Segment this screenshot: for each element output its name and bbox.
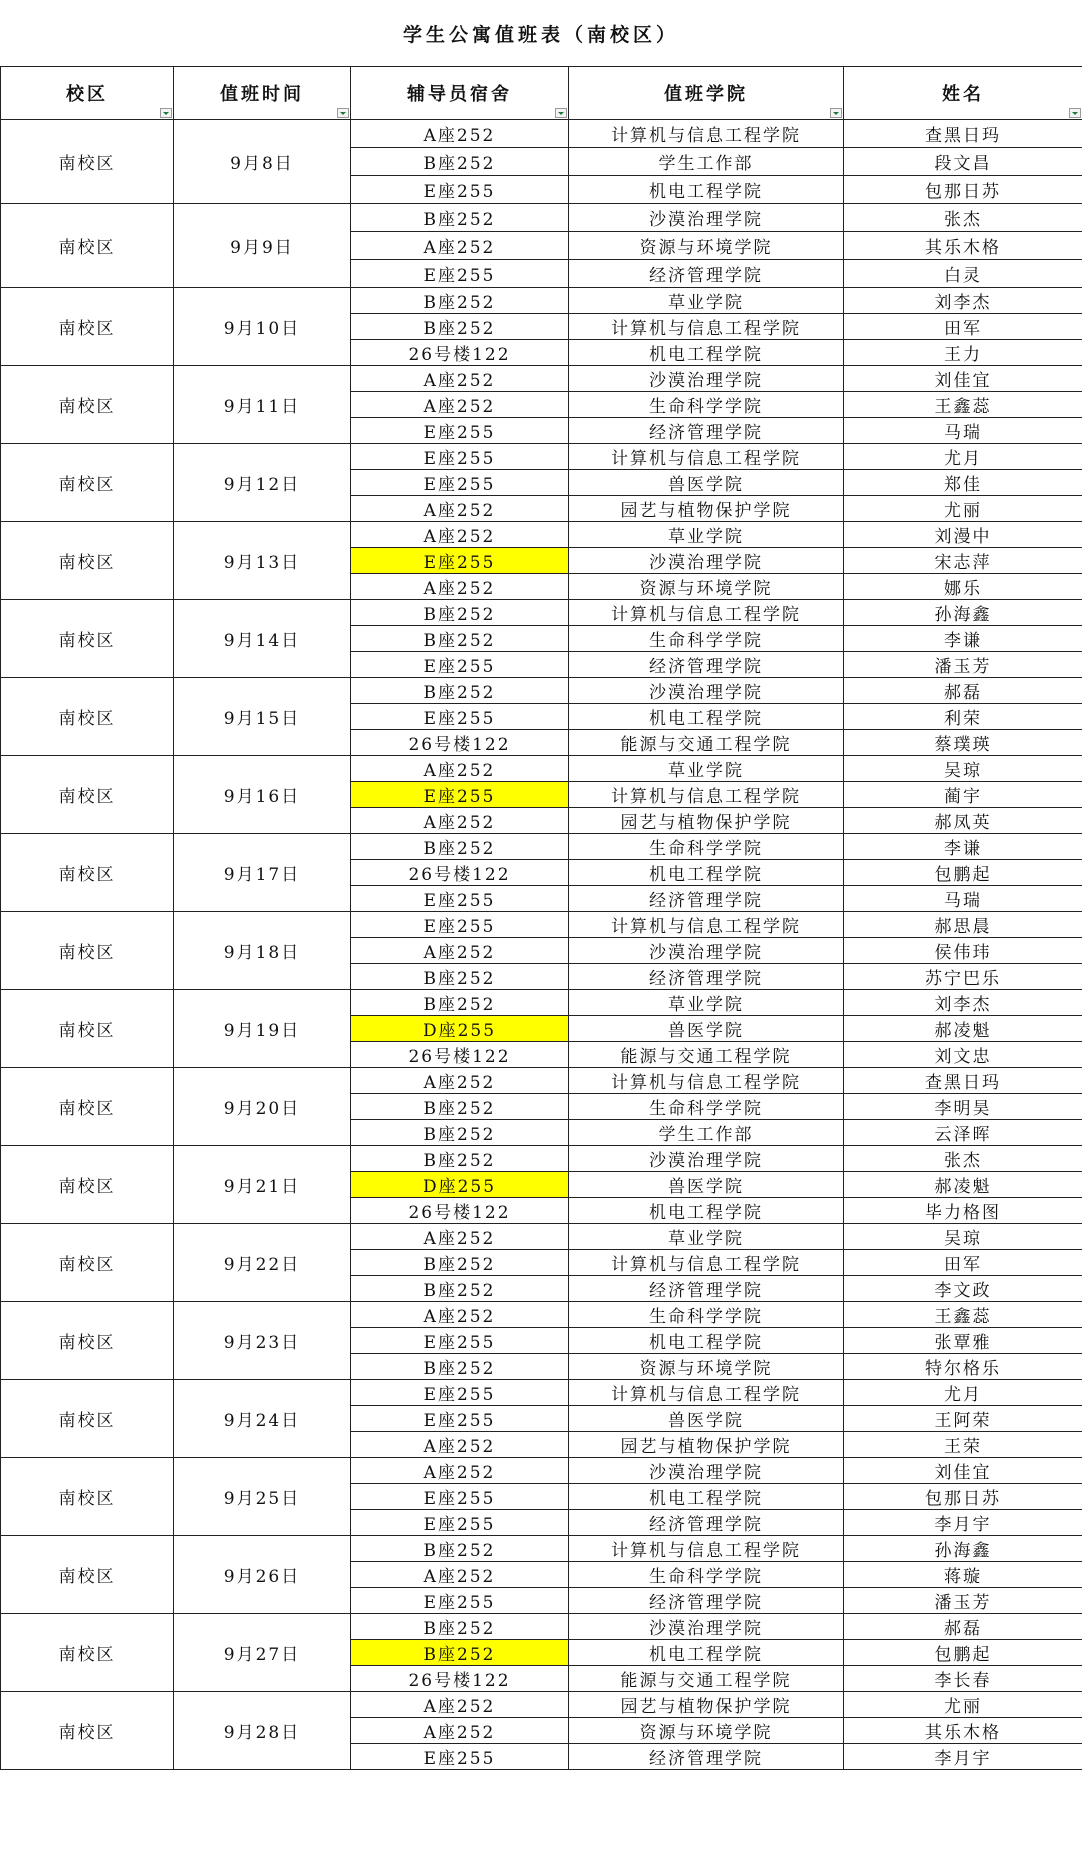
date-cell[interactable]: 9月22日 — [174, 1224, 351, 1302]
date-cell[interactable]: 9月23日 — [174, 1302, 351, 1380]
dorm-cell[interactable]: E座255 — [351, 912, 569, 938]
name-cell[interactable]: 蔺宇 — [844, 782, 1082, 808]
dorm-cell[interactable]: B座252 — [351, 1640, 569, 1666]
date-cell[interactable]: 9月9日 — [174, 204, 351, 288]
name-cell[interactable]: 李月宇 — [844, 1744, 1082, 1770]
name-cell[interactable]: 孙海鑫 — [844, 1536, 1082, 1562]
page-title: 学生公寓值班表（南校区） — [402, 23, 679, 46]
college-cell[interactable]: 计算机与信息工程学院 — [569, 782, 844, 808]
campus-cell[interactable]: 南校区 — [1, 600, 174, 678]
name-cell[interactable]: 毕力格图 — [844, 1198, 1082, 1224]
table-row — [1, 1380, 1082, 1406]
name-cell[interactable]: 李明昊 — [844, 1094, 1082, 1120]
dorm-cell[interactable]: A座252 — [351, 1692, 569, 1718]
college-cell[interactable]: 园艺与植物保护学院 — [569, 1432, 844, 1458]
name-cell[interactable]: 包那日苏 — [844, 1484, 1082, 1510]
college-cell[interactable]: 草业学院 — [569, 756, 844, 782]
college-cell[interactable]: 兽医学院 — [569, 1406, 844, 1432]
name-cell[interactable]: 宋志萍 — [844, 548, 1082, 574]
college-cell[interactable]: 草业学院 — [569, 288, 844, 314]
dorm-cell[interactable]: E座255 — [351, 1588, 569, 1614]
college-cell[interactable]: 生命科学学院 — [569, 1562, 844, 1588]
dorm-cell[interactable]: B座252 — [351, 1354, 569, 1380]
college-cell[interactable]: 园艺与植物保护学院 — [569, 1692, 844, 1718]
name-cell[interactable]: 刘佳宜 — [844, 1458, 1082, 1484]
name-cell[interactable]: 张杰 — [844, 204, 1082, 232]
dorm-cell[interactable]: A座252 — [351, 1718, 569, 1744]
dorm-cell[interactable]: A座252 — [351, 1432, 569, 1458]
name-cell[interactable]: 王荣 — [844, 1432, 1082, 1458]
name-cell[interactable]: 查黑日玛 — [844, 120, 1082, 148]
dorm-cell[interactable]: E座255 — [351, 1406, 569, 1432]
college-cell[interactable]: 生命科学学院 — [569, 1302, 844, 1328]
dorm-cell[interactable]: A座252 — [351, 366, 569, 392]
dorm-cell[interactable]: A座252 — [351, 496, 569, 522]
name-cell[interactable]: 蔡璞瑛 — [844, 730, 1082, 756]
college-cell[interactable]: 园艺与植物保护学院 — [569, 808, 844, 834]
name-cell[interactable]: 刘漫中 — [844, 522, 1082, 548]
college-cell[interactable]: 沙漠治理学院 — [569, 204, 844, 232]
college-cell[interactable]: 机电工程学院 — [569, 704, 844, 730]
dorm-cell[interactable]: A座252 — [351, 1302, 569, 1328]
name-cell[interactable]: 利荣 — [844, 704, 1082, 730]
college-cell[interactable]: 草业学院 — [569, 1224, 844, 1250]
dorm-cell[interactable]: B座252 — [351, 1094, 569, 1120]
college-cell[interactable]: 沙漠治理学院 — [569, 548, 844, 574]
dorm-cell[interactable]: A座252 — [351, 120, 569, 148]
campus-cell[interactable]: 南校区 — [1, 288, 174, 366]
dorm-cell[interactable]: A座252 — [351, 756, 569, 782]
name-cell[interactable]: 李长春 — [844, 1666, 1082, 1692]
dorm-cell[interactable]: E座255 — [351, 260, 569, 288]
college-cell[interactable]: 机电工程学院 — [569, 860, 844, 886]
dorm-cell[interactable]: A座252 — [351, 808, 569, 834]
campus-cell[interactable]: 南校区 — [1, 756, 174, 834]
date-cell[interactable]: 9月28日 — [174, 1692, 351, 1770]
name-cell[interactable]: 白灵 — [844, 260, 1082, 288]
name-cell[interactable]: 郝凌魁 — [844, 1172, 1082, 1198]
name-cell[interactable]: 侯伟玮 — [844, 938, 1082, 964]
name-cell[interactable]: 王力 — [844, 340, 1082, 366]
college-cell[interactable]: 沙漠治理学院 — [569, 1458, 844, 1484]
date-cell[interactable]: 9月13日 — [174, 522, 351, 600]
campus-cell[interactable]: 南校区 — [1, 120, 174, 204]
name-cell[interactable]: 李文政 — [844, 1276, 1082, 1302]
date-cell[interactable]: 9月12日 — [174, 444, 351, 522]
table-row — [1, 600, 1082, 626]
college-cell[interactable]: 沙漠治理学院 — [569, 678, 844, 704]
dorm-cell[interactable]: 26号楼122 — [351, 1042, 569, 1068]
table-row — [1, 1224, 1082, 1250]
name-cell[interactable]: 苏宁巴乐 — [844, 964, 1082, 990]
header-dorm: 辅导员宿舍 — [351, 67, 569, 120]
dorm-cell[interactable]: A座252 — [351, 574, 569, 600]
name-cell[interactable]: 吴琼 — [844, 756, 1082, 782]
name-cell[interactable]: 李月宇 — [844, 1510, 1082, 1536]
dorm-cell[interactable]: B座252 — [351, 990, 569, 1016]
dorm-cell[interactable]: E座255 — [351, 652, 569, 678]
table-row — [1, 204, 1082, 232]
dorm-cell[interactable]: B座252 — [351, 1536, 569, 1562]
dorm-cell[interactable]: A座252 — [351, 938, 569, 964]
dorm-cell[interactable]: B座252 — [351, 288, 569, 314]
college-cell[interactable]: 经济管理学院 — [569, 964, 844, 990]
campus-cell[interactable]: 南校区 — [1, 1224, 174, 1302]
dorm-cell[interactable]: E座255 — [351, 1380, 569, 1406]
campus-cell[interactable]: 南校区 — [1, 1692, 174, 1770]
date-cell[interactable]: 9月18日 — [174, 912, 351, 990]
dorm-cell[interactable]: E座255 — [351, 782, 569, 808]
college-cell[interactable]: 生命科学学院 — [569, 626, 844, 652]
campus-cell[interactable]: 南校区 — [1, 912, 174, 990]
college-cell[interactable]: 计算机与信息工程学院 — [569, 444, 844, 470]
college-cell[interactable]: 经济管理学院 — [569, 1276, 844, 1302]
college-cell[interactable]: 机电工程学院 — [569, 1484, 844, 1510]
name-cell[interactable]: 郝凌魁 — [844, 1016, 1082, 1042]
college-cell[interactable]: 兽医学院 — [569, 1172, 844, 1198]
college-cell[interactable]: 能源与交通工程学院 — [569, 1666, 844, 1692]
table-row — [1, 1068, 1082, 1094]
date-cell[interactable]: 9月17日 — [174, 834, 351, 912]
dorm-cell[interactable]: 26号楼122 — [351, 860, 569, 886]
table-row — [1, 678, 1082, 704]
name-cell[interactable]: 吴琼 — [844, 1224, 1082, 1250]
date-cell[interactable]: 9月8日 — [174, 120, 351, 204]
campus-cell[interactable]: 南校区 — [1, 1302, 174, 1380]
name-cell[interactable]: 包那日苏 — [844, 176, 1082, 204]
campus-cell[interactable]: 南校区 — [1, 444, 174, 522]
name-cell[interactable]: 王阿荣 — [844, 1406, 1082, 1432]
date-cell[interactable]: 9月27日 — [174, 1614, 351, 1692]
college-cell[interactable]: 资源与环境学院 — [569, 232, 844, 260]
date-cell[interactable]: 9月21日 — [174, 1146, 351, 1224]
dorm-cell[interactable]: B座252 — [351, 314, 569, 340]
campus-cell[interactable]: 南校区 — [1, 522, 174, 600]
dorm-cell[interactable]: A座252 — [351, 1224, 569, 1250]
campus-cell[interactable]: 南校区 — [1, 366, 174, 444]
name-cell[interactable]: 郝磊 — [844, 678, 1082, 704]
name-cell[interactable]: 刘李杰 — [844, 288, 1082, 314]
dorm-cell[interactable]: B座252 — [351, 964, 569, 990]
college-cell[interactable]: 机电工程学院 — [569, 1640, 844, 1666]
dorm-cell[interactable]: E座255 — [351, 1510, 569, 1536]
name-cell[interactable]: 其乐木格 — [844, 1718, 1082, 1744]
dorm-cell[interactable]: E座255 — [351, 470, 569, 496]
table-row — [1, 1146, 1082, 1172]
college-cell[interactable]: 沙漠治理学院 — [569, 938, 844, 964]
name-cell[interactable]: 张杰 — [844, 1146, 1082, 1172]
table-row — [1, 1458, 1082, 1484]
filter-dropdown-icon[interactable] — [160, 108, 172, 118]
college-cell[interactable]: 兽医学院 — [569, 470, 844, 496]
name-cell[interactable]: 张覃雅 — [844, 1328, 1082, 1354]
campus-cell[interactable]: 南校区 — [1, 204, 174, 288]
college-cell[interactable]: 学生工作部 — [569, 148, 844, 176]
name-cell[interactable]: 查黑日玛 — [844, 1068, 1082, 1094]
table-row — [1, 366, 1082, 392]
name-cell[interactable]: 马瑞 — [844, 886, 1082, 912]
name-cell[interactable]: 郝思晨 — [844, 912, 1082, 938]
college-cell[interactable]: 沙漠治理学院 — [569, 1146, 844, 1172]
duty-table — [0, 66, 1082, 1770]
campus-cell[interactable]: 南校区 — [1, 1380, 174, 1458]
table-row — [1, 522, 1082, 548]
dorm-cell[interactable]: E座255 — [351, 704, 569, 730]
dorm-cell[interactable]: B座252 — [351, 1146, 569, 1172]
campus-cell[interactable]: 南校区 — [1, 990, 174, 1068]
dorm-cell[interactable]: E座255 — [351, 886, 569, 912]
date-cell[interactable]: 9月15日 — [174, 678, 351, 756]
header-campus: 校区 — [1, 67, 174, 120]
name-cell[interactable]: 李谦 — [844, 626, 1082, 652]
dorm-cell[interactable]: E座255 — [351, 176, 569, 204]
dorm-cell[interactable]: B座252 — [351, 600, 569, 626]
college-cell[interactable]: 经济管理学院 — [569, 886, 844, 912]
table-row — [1, 1692, 1082, 1718]
table-row — [1, 834, 1082, 860]
dorm-cell[interactable]: E座255 — [351, 1328, 569, 1354]
table-row — [1, 120, 1082, 148]
campus-cell[interactable]: 南校区 — [1, 678, 174, 756]
dorm-cell[interactable]: 26号楼122 — [351, 340, 569, 366]
college-cell[interactable]: 经济管理学院 — [569, 260, 844, 288]
college-cell[interactable]: 经济管理学院 — [569, 1744, 844, 1770]
table-row — [1, 288, 1082, 314]
college-cell[interactable]: 资源与环境学院 — [569, 574, 844, 600]
college-cell[interactable]: 草业学院 — [569, 990, 844, 1016]
college-cell[interactable]: 机电工程学院 — [569, 1198, 844, 1224]
name-cell[interactable]: 尤月 — [844, 444, 1082, 470]
college-cell[interactable]: 资源与环境学院 — [569, 1718, 844, 1744]
dorm-cell[interactable]: A座252 — [351, 522, 569, 548]
name-cell[interactable]: 云泽晖 — [844, 1120, 1082, 1146]
name-cell[interactable]: 刘佳宜 — [844, 366, 1082, 392]
name-cell[interactable]: 田军 — [844, 314, 1082, 340]
college-cell[interactable]: 生命科学学院 — [569, 834, 844, 860]
college-cell[interactable]: 经济管理学院 — [569, 418, 844, 444]
college-cell[interactable]: 机电工程学院 — [569, 1328, 844, 1354]
college-cell[interactable]: 能源与交通工程学院 — [569, 1042, 844, 1068]
table-row — [1, 1302, 1082, 1328]
table-row — [1, 1536, 1082, 1562]
college-cell[interactable]: 草业学院 — [569, 522, 844, 548]
name-cell[interactable]: 郝凤英 — [844, 808, 1082, 834]
college-cell[interactable]: 计算机与信息工程学院 — [569, 1536, 844, 1562]
dorm-cell[interactable]: B座252 — [351, 1120, 569, 1146]
campus-cell[interactable]: 南校区 — [1, 834, 174, 912]
dorm-cell[interactable]: A座252 — [351, 1562, 569, 1588]
name-cell[interactable]: 刘文忠 — [844, 1042, 1082, 1068]
dorm-cell[interactable]: D座255 — [351, 1016, 569, 1042]
name-cell[interactable]: 郑佳 — [844, 470, 1082, 496]
name-cell[interactable]: 王鑫蕊 — [844, 1302, 1082, 1328]
table-row — [1, 990, 1082, 1016]
name-cell[interactable]: 孙海鑫 — [844, 600, 1082, 626]
dorm-cell[interactable]: B座252 — [351, 148, 569, 176]
college-cell[interactable]: 计算机与信息工程学院 — [569, 600, 844, 626]
college-cell[interactable]: 园艺与植物保护学院 — [569, 496, 844, 522]
dorm-cell[interactable]: E座255 — [351, 418, 569, 444]
dorm-cell[interactable]: A座252 — [351, 232, 569, 260]
college-cell[interactable]: 计算机与信息工程学院 — [569, 1250, 844, 1276]
dorm-cell[interactable]: B座252 — [351, 1250, 569, 1276]
date-cell[interactable]: 9月24日 — [174, 1380, 351, 1458]
college-cell[interactable]: 计算机与信息工程学院 — [569, 1068, 844, 1094]
dorm-cell[interactable]: B座252 — [351, 1276, 569, 1302]
college-cell[interactable]: 计算机与信息工程学院 — [569, 1380, 844, 1406]
dorm-cell[interactable]: A座252 — [351, 392, 569, 418]
name-cell[interactable]: 潘玉芳 — [844, 652, 1082, 678]
table-row — [1, 444, 1082, 470]
dorm-cell[interactable]: B座252 — [351, 834, 569, 860]
campus-cell[interactable]: 南校区 — [1, 1068, 174, 1146]
college-cell[interactable]: 学生工作部 — [569, 1120, 844, 1146]
date-cell[interactable]: 9月25日 — [174, 1458, 351, 1536]
dorm-cell[interactable]: A座252 — [351, 1068, 569, 1094]
dorm-cell[interactable]: E座255 — [351, 444, 569, 470]
college-cell[interactable]: 沙漠治理学院 — [569, 1614, 844, 1640]
college-cell[interactable]: 计算机与信息工程学院 — [569, 314, 844, 340]
table-row — [1, 912, 1082, 938]
name-cell[interactable]: 田军 — [844, 1250, 1082, 1276]
college-cell[interactable]: 经济管理学院 — [569, 1588, 844, 1614]
name-cell[interactable]: 段文昌 — [844, 148, 1082, 176]
college-cell[interactable]: 计算机与信息工程学院 — [569, 912, 844, 938]
table-row — [1, 756, 1082, 782]
date-cell[interactable]: 9月20日 — [174, 1068, 351, 1146]
campus-cell[interactable]: 南校区 — [1, 1614, 174, 1692]
name-cell[interactable]: 尤月 — [844, 1380, 1082, 1406]
name-cell[interactable]: 包鹏起 — [844, 860, 1082, 886]
filter-dropdown-icon[interactable] — [1069, 108, 1081, 118]
campus-cell[interactable]: 南校区 — [1, 1458, 174, 1536]
name-cell[interactable]: 潘玉芳 — [844, 1588, 1082, 1614]
dorm-cell[interactable]: 26号楼122 — [351, 1666, 569, 1692]
name-cell[interactable]: 刘李杰 — [844, 990, 1082, 1016]
name-cell[interactable]: 尤丽 — [844, 1692, 1082, 1718]
college-cell[interactable]: 能源与交通工程学院 — [569, 730, 844, 756]
name-cell[interactable]: 李谦 — [844, 834, 1082, 860]
dorm-cell[interactable]: B座252 — [351, 626, 569, 652]
dorm-cell[interactable]: B座252 — [351, 678, 569, 704]
college-cell[interactable]: 经济管理学院 — [569, 1510, 844, 1536]
filter-dropdown-icon[interactable] — [555, 108, 567, 118]
name-cell[interactable]: 尤丽 — [844, 496, 1082, 522]
college-cell[interactable]: 生命科学学院 — [569, 392, 844, 418]
name-cell[interactable]: 马瑞 — [844, 418, 1082, 444]
header-name: 姓名 — [844, 67, 1082, 120]
college-cell[interactable]: 计算机与信息工程学院 — [569, 120, 844, 148]
date-cell[interactable]: 9月14日 — [174, 600, 351, 678]
name-cell[interactable]: 娜乐 — [844, 574, 1082, 600]
date-cell[interactable]: 9月19日 — [174, 990, 351, 1068]
college-cell[interactable]: 机电工程学院 — [569, 340, 844, 366]
date-cell[interactable]: 9月11日 — [174, 366, 351, 444]
date-cell[interactable]: 9月26日 — [174, 1536, 351, 1614]
name-cell[interactable]: 特尔格乐 — [844, 1354, 1082, 1380]
dorm-cell[interactable]: E座255 — [351, 1484, 569, 1510]
header-college: 值班学院 — [569, 67, 844, 120]
name-cell[interactable]: 郝磊 — [844, 1614, 1082, 1640]
college-cell[interactable]: 兽医学院 — [569, 1016, 844, 1042]
date-cell[interactable]: 9月16日 — [174, 756, 351, 834]
college-cell[interactable]: 机电工程学院 — [569, 176, 844, 204]
filter-dropdown-icon[interactable] — [337, 108, 349, 118]
dorm-cell[interactable]: B座252 — [351, 1614, 569, 1640]
college-cell[interactable]: 沙漠治理学院 — [569, 366, 844, 392]
dorm-cell[interactable]: 26号楼122 — [351, 730, 569, 756]
dorm-cell[interactable]: D座255 — [351, 1172, 569, 1198]
name-cell[interactable]: 王鑫蕊 — [844, 392, 1082, 418]
dorm-cell[interactable]: 26号楼122 — [351, 1198, 569, 1224]
dorm-cell[interactable]: E座255 — [351, 548, 569, 574]
date-cell[interactable]: 9月10日 — [174, 288, 351, 366]
college-cell[interactable]: 生命科学学院 — [569, 1094, 844, 1120]
header-row — [1, 67, 1082, 120]
campus-cell[interactable]: 南校区 — [1, 1146, 174, 1224]
name-cell[interactable]: 蒋璇 — [844, 1562, 1082, 1588]
filter-dropdown-icon[interactable] — [830, 108, 842, 118]
header-date: 值班时间 — [174, 67, 351, 120]
dorm-cell[interactable]: B座252 — [351, 204, 569, 232]
campus-cell[interactable]: 南校区 — [1, 1536, 174, 1614]
table-row — [1, 1614, 1082, 1640]
dorm-cell[interactable]: A座252 — [351, 1458, 569, 1484]
college-cell[interactable]: 资源与环境学院 — [569, 1354, 844, 1380]
name-cell[interactable]: 其乐木格 — [844, 232, 1082, 260]
dorm-cell[interactable]: E座255 — [351, 1744, 569, 1770]
college-cell[interactable]: 经济管理学院 — [569, 652, 844, 678]
name-cell[interactable]: 包鹏起 — [844, 1640, 1082, 1666]
